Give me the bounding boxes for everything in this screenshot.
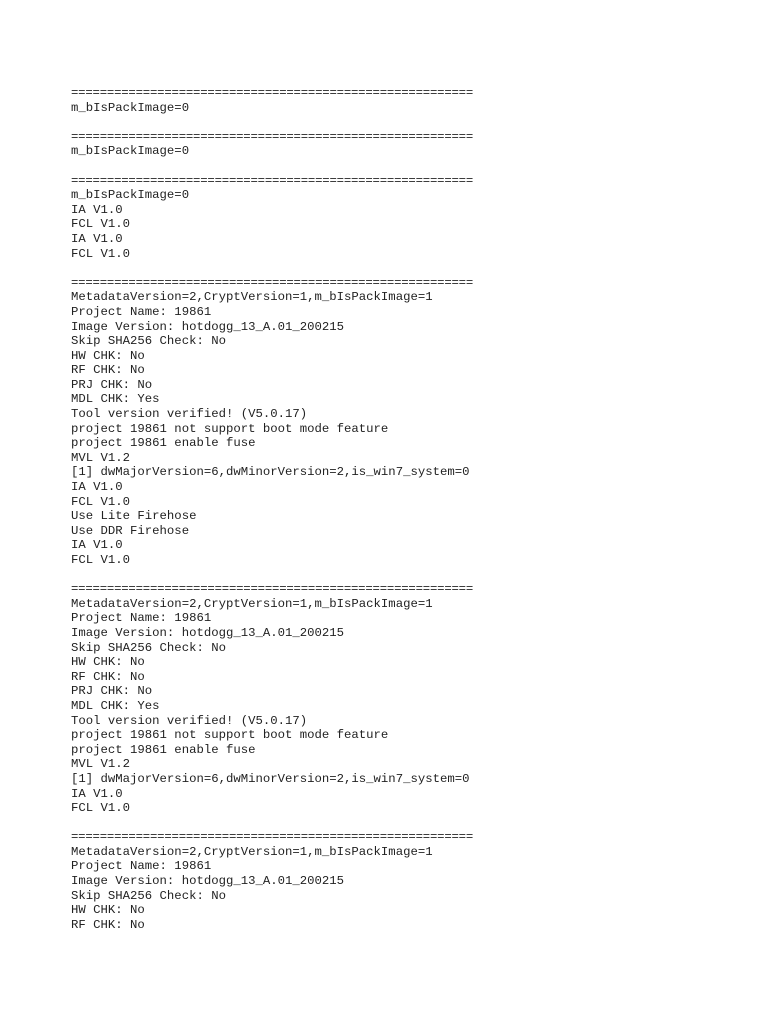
log-line: PRJ CHK: No: [71, 377, 153, 392]
log-line: IA V1.0: [71, 202, 123, 217]
log-line: m_bIsPackImage=0: [71, 188, 190, 203]
log-line: RF CHK: No: [71, 917, 145, 932]
log-line: HW CHK: No: [71, 348, 145, 363]
log-line: FCL V1.0: [71, 801, 131, 816]
log-line: IA V1.0: [71, 480, 123, 495]
log-line: project 19861 not support boot mode feature: [71, 728, 389, 743]
log-line: Skip SHA256 Check: No: [71, 640, 226, 655]
log-line: Image Version: hotdogg_13_A.01_200215: [71, 625, 345, 640]
log-line: MDL CHK: Yes: [71, 392, 160, 407]
log-block: [71, 130, 731, 159]
log-line: IA V1.0: [71, 231, 123, 246]
log-line: project 19861 enable fuse: [71, 742, 256, 757]
log-line: Image Version: hotdogg_13_A.01_200215: [71, 319, 345, 334]
log-line: IA V1.0: [71, 786, 123, 801]
log-line: FCL V1.0: [71, 553, 131, 567]
log-line: MetadataVersion=2,CryptVersion=1,m_bIsPackImage=1: [71, 290, 433, 305]
separator-line: ========================================================: [71, 86, 474, 100]
log-line: FCL V1.0: [71, 494, 131, 509]
log-line: MDL CHK: Yes: [71, 698, 160, 713]
log-line: RF CHK: No: [71, 363, 145, 378]
log-line: Tool version verified! (V5.0.17): [71, 407, 308, 422]
log-line: Project Name: 19861: [71, 859, 212, 874]
log-line: m_bIsPackImage=0: [71, 100, 190, 115]
separator-line: ========================================================: [71, 129, 474, 144]
log-line: PRJ CHK: No: [71, 684, 153, 699]
separator-line: ========================================================: [71, 173, 474, 188]
separator-line: ========================================================: [71, 582, 474, 597]
log-line: MVL V1.2: [71, 450, 131, 465]
log-line: MVL V1.2: [71, 757, 131, 772]
log-line: Tool version verified! (V5.0.17): [71, 713, 308, 728]
log-line: m_bIsPackImage=0: [71, 144, 190, 159]
log-line: Skip SHA256 Check: No: [71, 334, 226, 349]
log-line: MetadataVersion=2,CryptVersion=1,m_bIsPackImage=1: [71, 844, 433, 859]
log-line: [1] dwMajorVersion=6,dwMinorVersion=2,is_win7_system=0: [71, 465, 470, 480]
log-line: MetadataVersion=2,CryptVersion=1,m_bIsPackImage=1: [71, 596, 433, 611]
log-line: Skip SHA256 Check: No: [71, 888, 226, 903]
log-line: Project Name: 19861: [71, 611, 212, 626]
log-document: [71, 86, 731, 947]
log-block: [71, 276, 731, 568]
log-block: [71, 86, 731, 115]
separator-line: ========================================================: [71, 275, 474, 290]
log-line: project 19861 enable fuse: [71, 436, 256, 451]
log-line: Use DDR Firehose: [71, 523, 190, 538]
log-block: [71, 830, 731, 932]
log-line: FCL V1.0: [71, 246, 131, 261]
log-line: RF CHK: No: [71, 669, 145, 684]
log-line: HW CHK: No: [71, 655, 145, 670]
separator-line: ========================================================: [71, 830, 474, 845]
log-line: Project Name: 19861: [71, 304, 212, 319]
log-line: Image Version: hotdogg_13_A.01_200215: [71, 874, 345, 889]
log-line: IA V1.0: [71, 538, 123, 553]
log-line: HW CHK: No: [71, 903, 145, 918]
log-line: [1] dwMajorVersion=6,dwMinorVersion=2,is_win7_system=0: [71, 771, 470, 786]
log-line: Use Lite Firehose: [71, 509, 197, 524]
log-line: FCL V1.0: [71, 217, 131, 232]
log-block: [71, 582, 731, 816]
log-line: project 19861 not support boot mode feature: [71, 421, 389, 436]
log-block: [71, 174, 731, 262]
